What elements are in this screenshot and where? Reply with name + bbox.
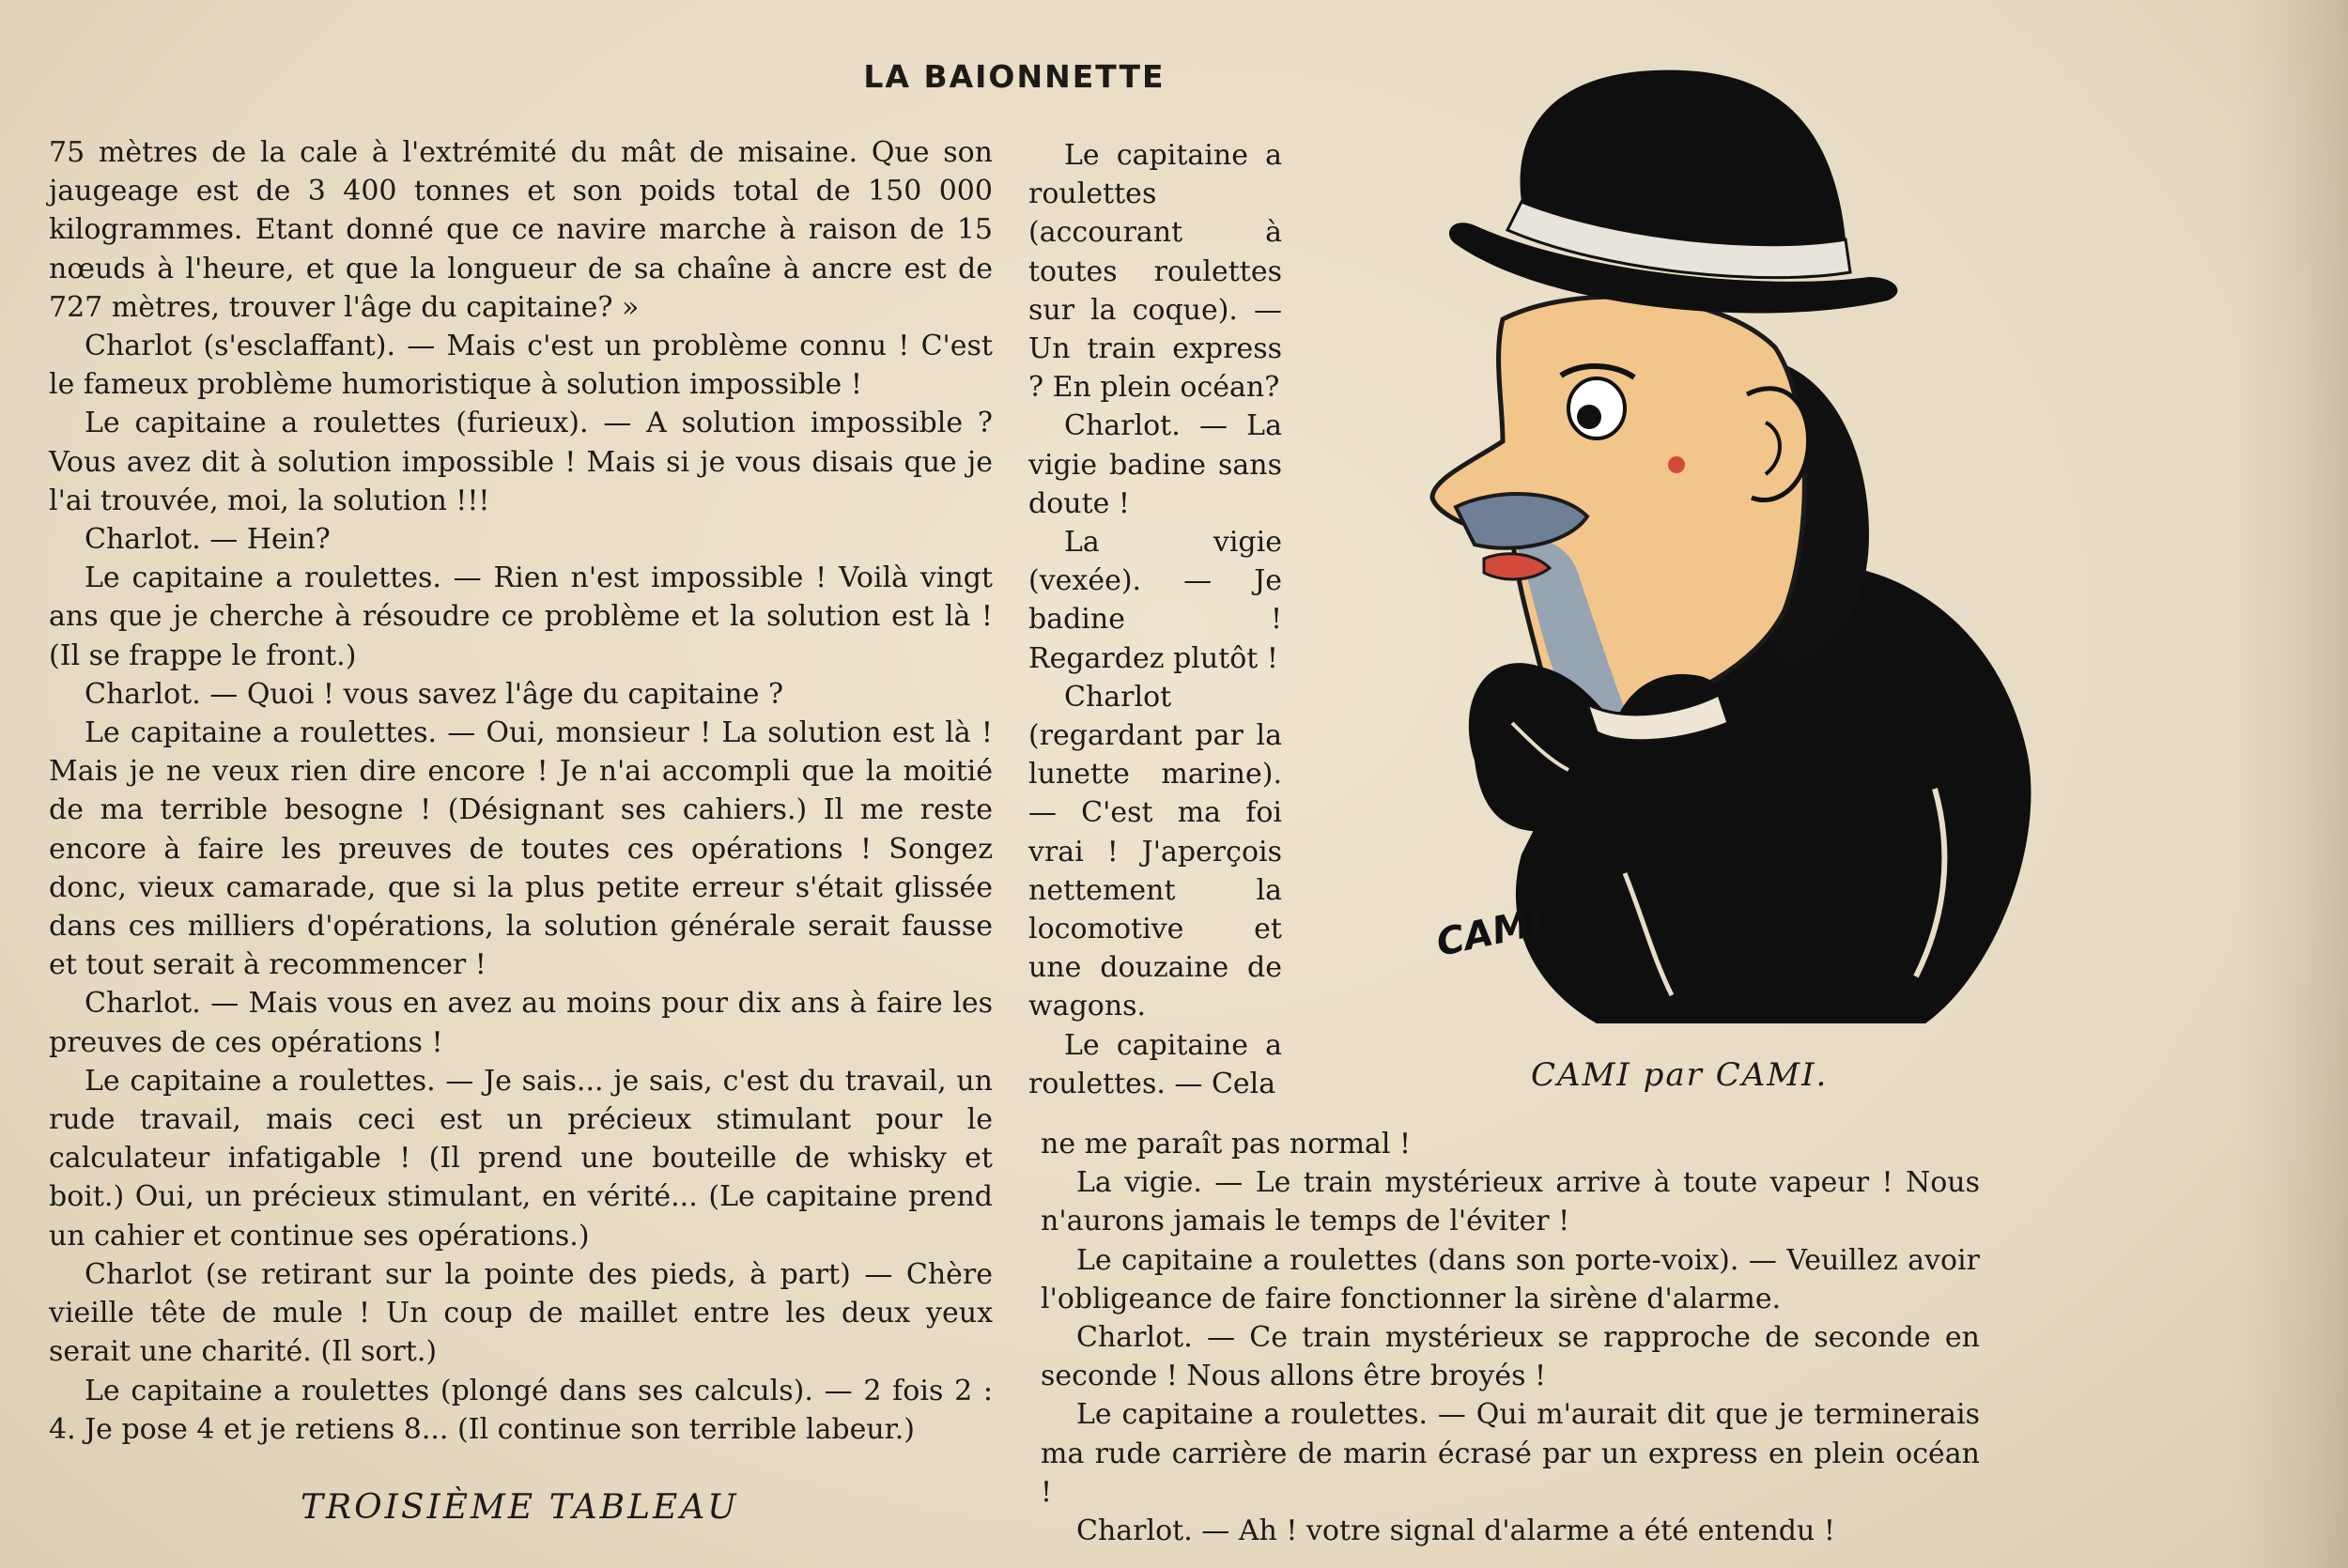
paragraph: Le capitaine a roulettes. — Oui, monsieur ! La solution est là ! Mais je ne veux rien dire encore ! Je n'ai accompli que la moitié de ma terrible besogne ! (Désignant ses cahiers.) Il me reste encore à faire les preuves de toutes ces opérations ! Songez donc, vieux camarade, que si la plus petite erreur s'était glissée dans ces milliers d'opérations, la solution générale serait fausse et tout serait à recommencer ! [49, 716, 993, 982]
paragraph: Le capitaine a roulettes (furieux). — A solution impossible ? Vous avez dit à solution impossible ! Mais si je vous disais que je l'ai trouvée, moi, la solution !!! [49, 407, 993, 517]
paragraph: Charlot. — Hein? [85, 523, 331, 557]
paragraph: Charlot (s'esclaffant). — Mais c'est un problème connu ! C'est le fameux problème humoristique à solution impossible ! [49, 330, 993, 402]
artist-signature: CAMI [1432, 899, 1548, 965]
paragraph: Le capitaine a roulettes. — Je sais... je sais, c'est du travail, un rude travail, mais ceci est un précieux stimulant pour le calculateur infatigable ! (Il prend une bouteille de whisky et boit.) Oui, un précieux stimulant, en vérité... (Le capitaine prend un cahier et continue ses opérations.) [49, 1064, 993, 1253]
paragraph: Charlot. — Mais vous en avez au moins pour dix ans à faire les preuves de ces opérations ! [49, 987, 993, 1059]
paragraph: Le capitaine a roulettes (plongé dans ses calculs). — 2 fois 2 : 4. Je pose 4 et je retiens 8... (Il continue son terrible labeur.) [49, 1374, 993, 1446]
illustration-caption: CAMI par CAMI. [1531, 1056, 1829, 1094]
paragraph: La vigie. — Le train mystérieux arrive à toute vapeur ! Nous n'aurons jamais le temps de l'éviter ! [1041, 1166, 1980, 1238]
paragraph: Le capitaine a roulettes (dans son porte-voix). — Veuillez avoir l'obligeance de faire fonctionner la sirène d'alarme. [1041, 1243, 1980, 1315]
paragraph: Charlot (se retirant sur la pointe des pieds, à part) — Chère vieille tête de mule ! Un coup de maillet entre les deux yeux serait une charité. (Il sort.) [49, 1257, 993, 1369]
caricature-portrait-icon [1343, 47, 2057, 1061]
paragraph: Le capitaine a roulettes. — Rien n'est impossible ! Voilà vingt ans que je cherche à résoudre ce problème et la solution est là ! (Il se frappe le front.) [49, 561, 993, 672]
paragraph: Le capitaine a roulettes. — Cela [1028, 1028, 1282, 1100]
running-head: LA BAIONNETTE [863, 58, 1166, 95]
paragraph: Charlot. — Ce train mystérieux se rapproche de seconde en seconde ! Nous allons être broyés ! [1041, 1321, 1980, 1393]
paragraph: Le capitaine a roulettes. — Qui m'aurait dit que je terminerais ma rude carrière de marin écrasé par un express en plein océan ! [1041, 1398, 1980, 1509]
paragraph: Charlot. — La vigie badine sans doute ! [1028, 409, 1282, 520]
bottom-column [1041, 1125, 1980, 1550]
paragraph: Charlot. — Quoi ! vous savez l'âge du capitaine ? [85, 677, 784, 711]
section-title: TROISIÈME TABLEAU [301, 1488, 739, 1527]
left-column [49, 133, 993, 1449]
middle-column [1028, 136, 1282, 1103]
page-edge-shadow [2235, 0, 2348, 1568]
paragraph: Charlot (regardant par la lunette marine). — C'est ma foi vrai ! J'aperçois nettement la locomotive et une douzaine de wagons. [1028, 680, 1282, 1023]
paragraph: La vigie (vexée). — Je badine ! Regardez plutôt ! [1028, 526, 1282, 675]
paragraph: ne me paraît pas normal ! [1041, 1128, 1412, 1161]
paragraph: Le capitaine a roulettes (accourant à toutes roulettes sur la coque). — Un train express ? En plein océan? [1028, 139, 1282, 405]
paragraph: 75 mètres de la cale à l'extrémité du mât de misaine. Que son jaugeage est de 3 400 tonnes et son poids total de 150 000 kilogrammes. Etant donné que ce navire marche à raison de 15 nœuds à l'heure, et que la longueur de sa chaîne à ancre est de 727 mètres, trouver l'âge du capitaine? » [49, 136, 993, 324]
paragraph: Charlot. — Ah ! votre signal d'alarme a été entendu ! [1076, 1514, 1835, 1548]
